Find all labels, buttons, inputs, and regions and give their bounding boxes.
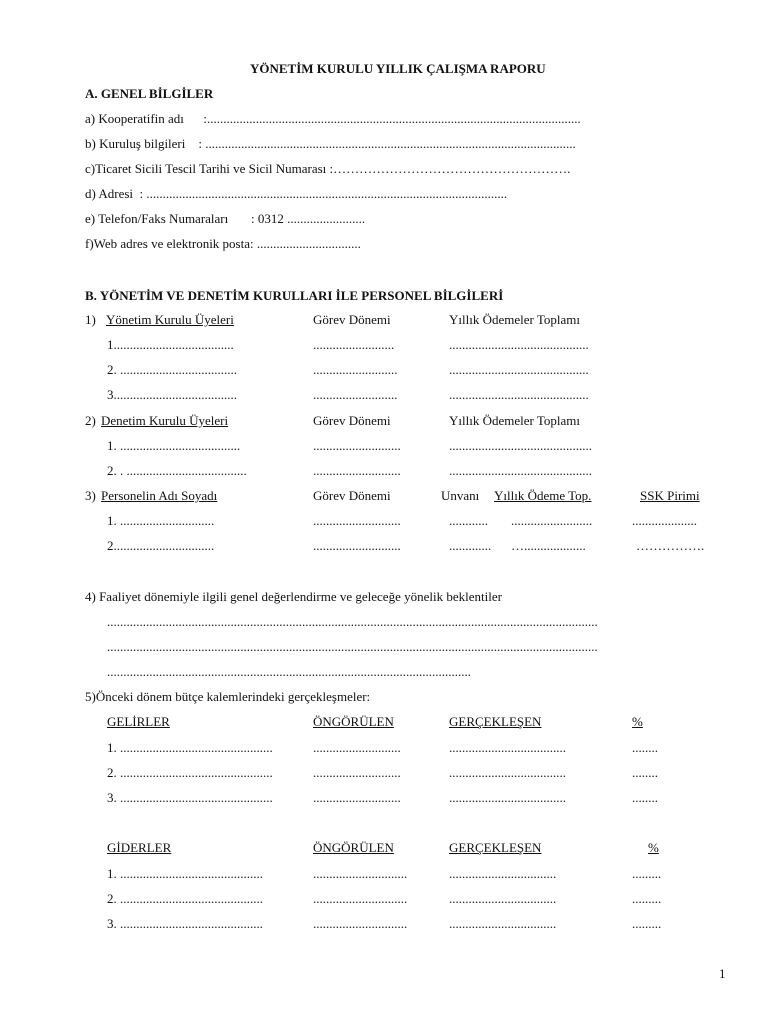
establishment-info-field: b) Kuruluş bilgileri : .................................................................................................................. [85, 136, 576, 151]
personnel-header-term: Görev Dönemi [313, 488, 391, 503]
expense-row-2-percent: ......... [632, 891, 662, 906]
board-row-2-term: .......................... [313, 362, 398, 377]
income-row-2-percent: ........ [632, 765, 658, 780]
income-row-1-percent: ........ [632, 740, 658, 755]
audit-row-1-term: ........................... [313, 438, 401, 453]
income-row-3-percent: ........ [632, 790, 658, 805]
evaluation-line-3: ................................................................................................................ [107, 664, 471, 679]
board-row-1-term: ......................... [313, 337, 395, 352]
audit-header-payment: Yıllık Ödemeler Toplamı [449, 413, 580, 428]
board-row-3-term: .......................... [313, 387, 398, 402]
evaluation-label: 4) Faaliyet dönemiyle ilgili genel değerlendirme ve geleceğe yönelik beklentiler [85, 589, 502, 604]
expense-header-percent: % [648, 840, 659, 855]
personnel-row-1-title: ............ [449, 513, 488, 528]
phone-fax-field: e) Telefon/Faks Numaraları : 0312 ........................ [85, 211, 366, 226]
audit-number: 2) [85, 413, 96, 428]
board-row-3-name: 3...................................... [107, 387, 237, 402]
personnel-row-1-term: ........................... [313, 513, 401, 528]
expense-row-3-percent: ......... [632, 916, 662, 931]
income-row-3-item: 3. ............................................... [107, 790, 273, 805]
expense-header-actual: GERÇEKLEŞEN [449, 840, 542, 855]
income-header-category: GELİRLER [107, 714, 170, 729]
personnel-header-ssk: SSK Pirimi [640, 488, 700, 503]
board-row-2-name: 2. .................................... [107, 362, 237, 377]
expense-row-1-forecast: ............................. [313, 866, 408, 881]
income-row-1-forecast: ........................... [313, 740, 401, 755]
personnel-row-2-ssk: ……………. [636, 538, 705, 553]
audit-row-1-payment: ............................................ [449, 438, 592, 453]
web-email-field: f)Web adres ve elektronik posta: ................................ [85, 236, 361, 251]
personnel-row-2-term: ........................... [313, 538, 401, 553]
address-field: d) Adresi : ............................................................................................................... [85, 186, 508, 201]
audit-header-term: Görev Dönemi [313, 413, 391, 428]
income-row-2-item: 2. ............................................... [107, 765, 273, 780]
audit-header-members: Denetim Kurulu Üyeleri [101, 413, 229, 428]
board-row-3-payment: ........................................... [449, 387, 589, 402]
expense-row-3-item: 3. ............................................ [107, 916, 263, 931]
expense-row-3-actual: ................................. [449, 916, 557, 931]
income-row-3-forecast: ........................... [313, 790, 401, 805]
trade-registry-field: c)Ticaret Sicili Tescil Tarihi ve Sicil Numarası :………………………………………………. [85, 161, 571, 176]
expense-row-1-item: 1. ............................................ [107, 866, 263, 881]
section-a-heading: A. GENEL BİLGİLER [85, 86, 214, 101]
board-row-2-payment: ........................................... [449, 362, 589, 377]
income-row-3-actual: .................................... [449, 790, 566, 805]
income-header-percent: % [632, 714, 643, 729]
cooperative-name-field: a) Kooperatifin adı :................................................................................................................... [85, 111, 581, 126]
expense-row-1-percent: ......... [632, 866, 662, 881]
personnel-header-name: Personelin Adı Soyadı [101, 488, 218, 503]
expense-row-2-actual: ................................. [449, 891, 557, 906]
section-b-heading: B. YÖNETİM VE DENETİM KURULLARI İLE PERSONEL BİLGİLERİ [85, 288, 504, 303]
personnel-number: 3) [85, 488, 96, 503]
personnel-header-title: Unvanı [441, 488, 480, 503]
expense-row-2-item: 2. ............................................ [107, 891, 263, 906]
personnel-row-1-name: 1. ............................. [107, 513, 215, 528]
document-title: YÖNETİM KURULU YILLIK ÇALIŞMA RAPORU [250, 61, 546, 76]
audit-row-2-term: ........................... [313, 463, 401, 478]
personnel-row-2-payment: …................... [511, 538, 586, 553]
personnel-row-2-name: 2............................... [107, 538, 215, 553]
income-row-2-actual: .................................... [449, 765, 566, 780]
evaluation-line-2: ....................................................................................................................................................... [107, 639, 598, 654]
page-number: 1 [719, 966, 726, 981]
expense-row-3-forecast: ............................. [313, 916, 408, 931]
income-row-1-item: 1. ............................................... [107, 740, 273, 755]
personnel-row-2-title: ............. [449, 538, 492, 553]
board-number: 1) [85, 312, 96, 327]
expense-header-forecast: ÖNGÖRÜLEN [313, 840, 394, 855]
expense-row-1-actual: ................................. [449, 866, 557, 881]
board-row-1-name: 1..................................... [107, 337, 234, 352]
personnel-header-payment: Yıllık Ödeme Top. [494, 488, 592, 503]
audit-row-2-name: 2. . ..................................... [107, 463, 247, 478]
expense-row-2-forecast: ............................. [313, 891, 408, 906]
board-row-1-payment: ........................................... [449, 337, 589, 352]
expense-header-category: GİDERLER [107, 840, 172, 855]
personnel-row-1-payment: ......................... [511, 513, 593, 528]
evaluation-line-1: ....................................................................................................................................................... [107, 614, 598, 629]
personnel-row-1-ssk: .................... [632, 513, 697, 528]
income-header-actual: GERÇEKLEŞEN [449, 714, 542, 729]
board-header-payment: Yıllık Ödemeler Toplamı [449, 312, 580, 327]
income-row-2-forecast: ........................... [313, 765, 401, 780]
income-header-forecast: ÖNGÖRÜLEN [313, 714, 394, 729]
income-row-1-actual: .................................... [449, 740, 566, 755]
audit-row-1-name: 1. ..................................... [107, 438, 241, 453]
budget-label: 5)Önceki dönem bütçe kalemlerindeki gerçekleşmeler: [85, 689, 371, 704]
board-header-members: Yönetim Kurulu Üyeleri [106, 312, 234, 327]
audit-row-2-payment: ............................................ [449, 463, 592, 478]
board-header-term: Görev Dönemi [313, 312, 391, 327]
